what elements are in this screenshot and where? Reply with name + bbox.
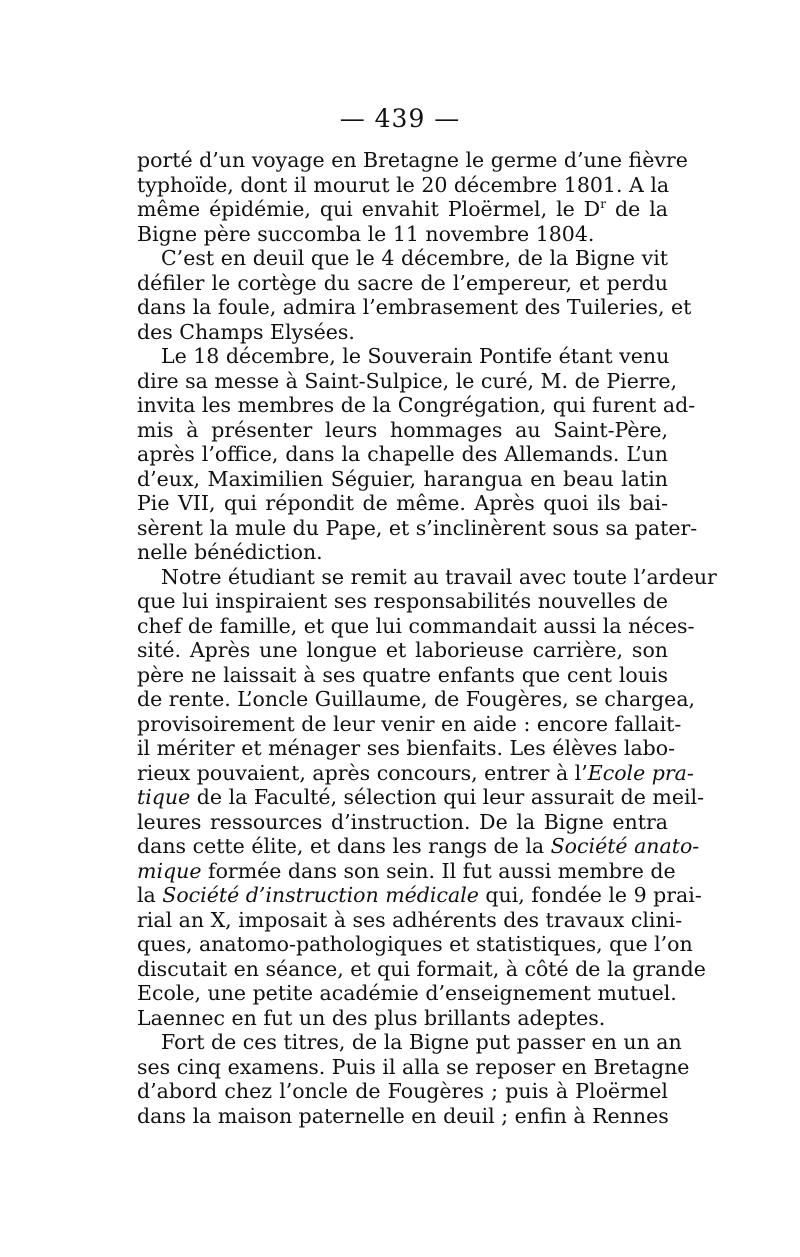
text-line: Notre étudiant se remit au travail avec toute l’ardeur	[161, 564, 717, 589]
text-line: d’abord chez l’oncle de Fougères ; puis à Ploërmel	[137, 1079, 668, 1103]
text-fragment: rieux pouvaient, après concours, entrer à l’	[137, 760, 588, 785]
text-line: sité. Après une longue et laborieuse carrière, son	[137, 638, 668, 662]
page-number: — 439 —	[339, 104, 461, 133]
superscript: r	[600, 197, 606, 212]
text-line: dans la foule, admira l’embrasement des Tuileries, et	[137, 295, 692, 319]
text-line: défiler le cortège du sacre de l’empereur, et perdu	[137, 270, 668, 295]
text-line: leures ressources d’instruction. De la Bigne entra	[137, 809, 668, 834]
text-line: typhoïde, dont il mourut le 20 décembre 1801. A la	[137, 172, 670, 197]
page-body	[137, 148, 717, 1128]
text-line: nelle bénédiction.	[137, 540, 323, 564]
text-fragment: dans cette élite, et dans les rangs de la	[137, 834, 545, 858]
text-line: dire sa messe à Saint-Sulpice, le curé, M. de Pierre,	[137, 368, 678, 393]
italic-term: Ecole pra-	[587, 760, 694, 785]
italic-term: Société anato-	[550, 834, 700, 858]
text-line: discutait en séance, et qui formait, à côté de la grande	[137, 956, 706, 981]
text-line: porté d’un voyage en Bretagne le germe d’une fièvre	[137, 148, 688, 172]
text-line: ques, anatomo-pathologiques et statistiques, que l’on	[137, 932, 693, 956]
text-line	[137, 883, 702, 908]
text-line: provisoirement de leur venir en aide : encore fallait-	[137, 711, 682, 736]
italic-term: mique	[137, 858, 202, 883]
text-fragment: de la Faculté, sélection qui leur assurait de meil-	[196, 785, 705, 809]
text-fragment: formée dans son sein. Il fut aussi membre de	[207, 858, 676, 883]
italic-term: tique	[137, 785, 191, 809]
text-line: ses cinq examens. Puis il alla se reposer en Bretagne	[137, 1054, 690, 1079]
text-line	[137, 834, 700, 859]
text-line: de rente. L’oncle Guillaume, de Fougères, se chargea,	[137, 687, 696, 711]
text-line: sèrent la mule du Pape, et s’inclinèrent sous sa pater-	[137, 515, 698, 540]
text-fragment: même épidémie, qui envahit Ploërmel, le D	[137, 197, 601, 221]
text-line: il mériter et ménager ses bienfaits. Les élèves labo-	[137, 736, 676, 760]
italic-term: Société d’instruction médicale	[162, 883, 479, 907]
text-line: rial an X, imposait à ses adhérents des travaux clini-	[137, 907, 683, 932]
text-line: Fort de ces titres, de la Bigne put passer en un an	[161, 1030, 682, 1054]
text-line: Pie VII, qui répondit de même. Après quoi ils bai-	[137, 491, 668, 515]
text-line: Laennec en fut un des plus brillants adeptes.	[137, 1005, 606, 1030]
text-line: que lui inspiraient ses responsabilités nouvelles de	[137, 589, 668, 613]
text-line: mis à présenter leurs hommages au Saint-Père,	[137, 417, 668, 442]
text-line	[137, 197, 668, 222]
text-line: Le 18 décembre, le Souverain Pontife étant venu	[161, 344, 670, 368]
text-line	[137, 785, 705, 810]
text-line: dans la maison paternelle en deuil ; enfin à Rennes	[137, 1103, 669, 1128]
text-line	[137, 760, 694, 786]
text-line	[137, 858, 676, 884]
text-line: C’est en deuil que le 4 décembre, de la Bigne vit	[161, 246, 668, 270]
text-line: chef de famille, et que lui commandait aussi la néces-	[137, 613, 695, 638]
text-line: Bigne père succomba le 11 novembre 1804.	[137, 221, 595, 246]
text-line: après l’office, dans la chapelle des Allemands. L’un	[137, 442, 668, 466]
text-fragment: la	[137, 883, 163, 907]
text-line: d’eux, Maximilien Séguier, harangua en beau latin	[137, 466, 668, 491]
text-line: Ecole, une petite académie d’enseignement mutuel.	[137, 981, 677, 1005]
text-line: père ne laissait à ses quatre enfants que cent louis	[137, 662, 668, 687]
text-line: des Champs Elysées.	[137, 319, 355, 344]
text-line: invita les membres de la Congrégation, qui furent ad-	[137, 393, 696, 417]
text-fragment: de la	[605, 197, 668, 221]
text-fragment: qui, fondée le 9 prai-	[485, 883, 702, 907]
